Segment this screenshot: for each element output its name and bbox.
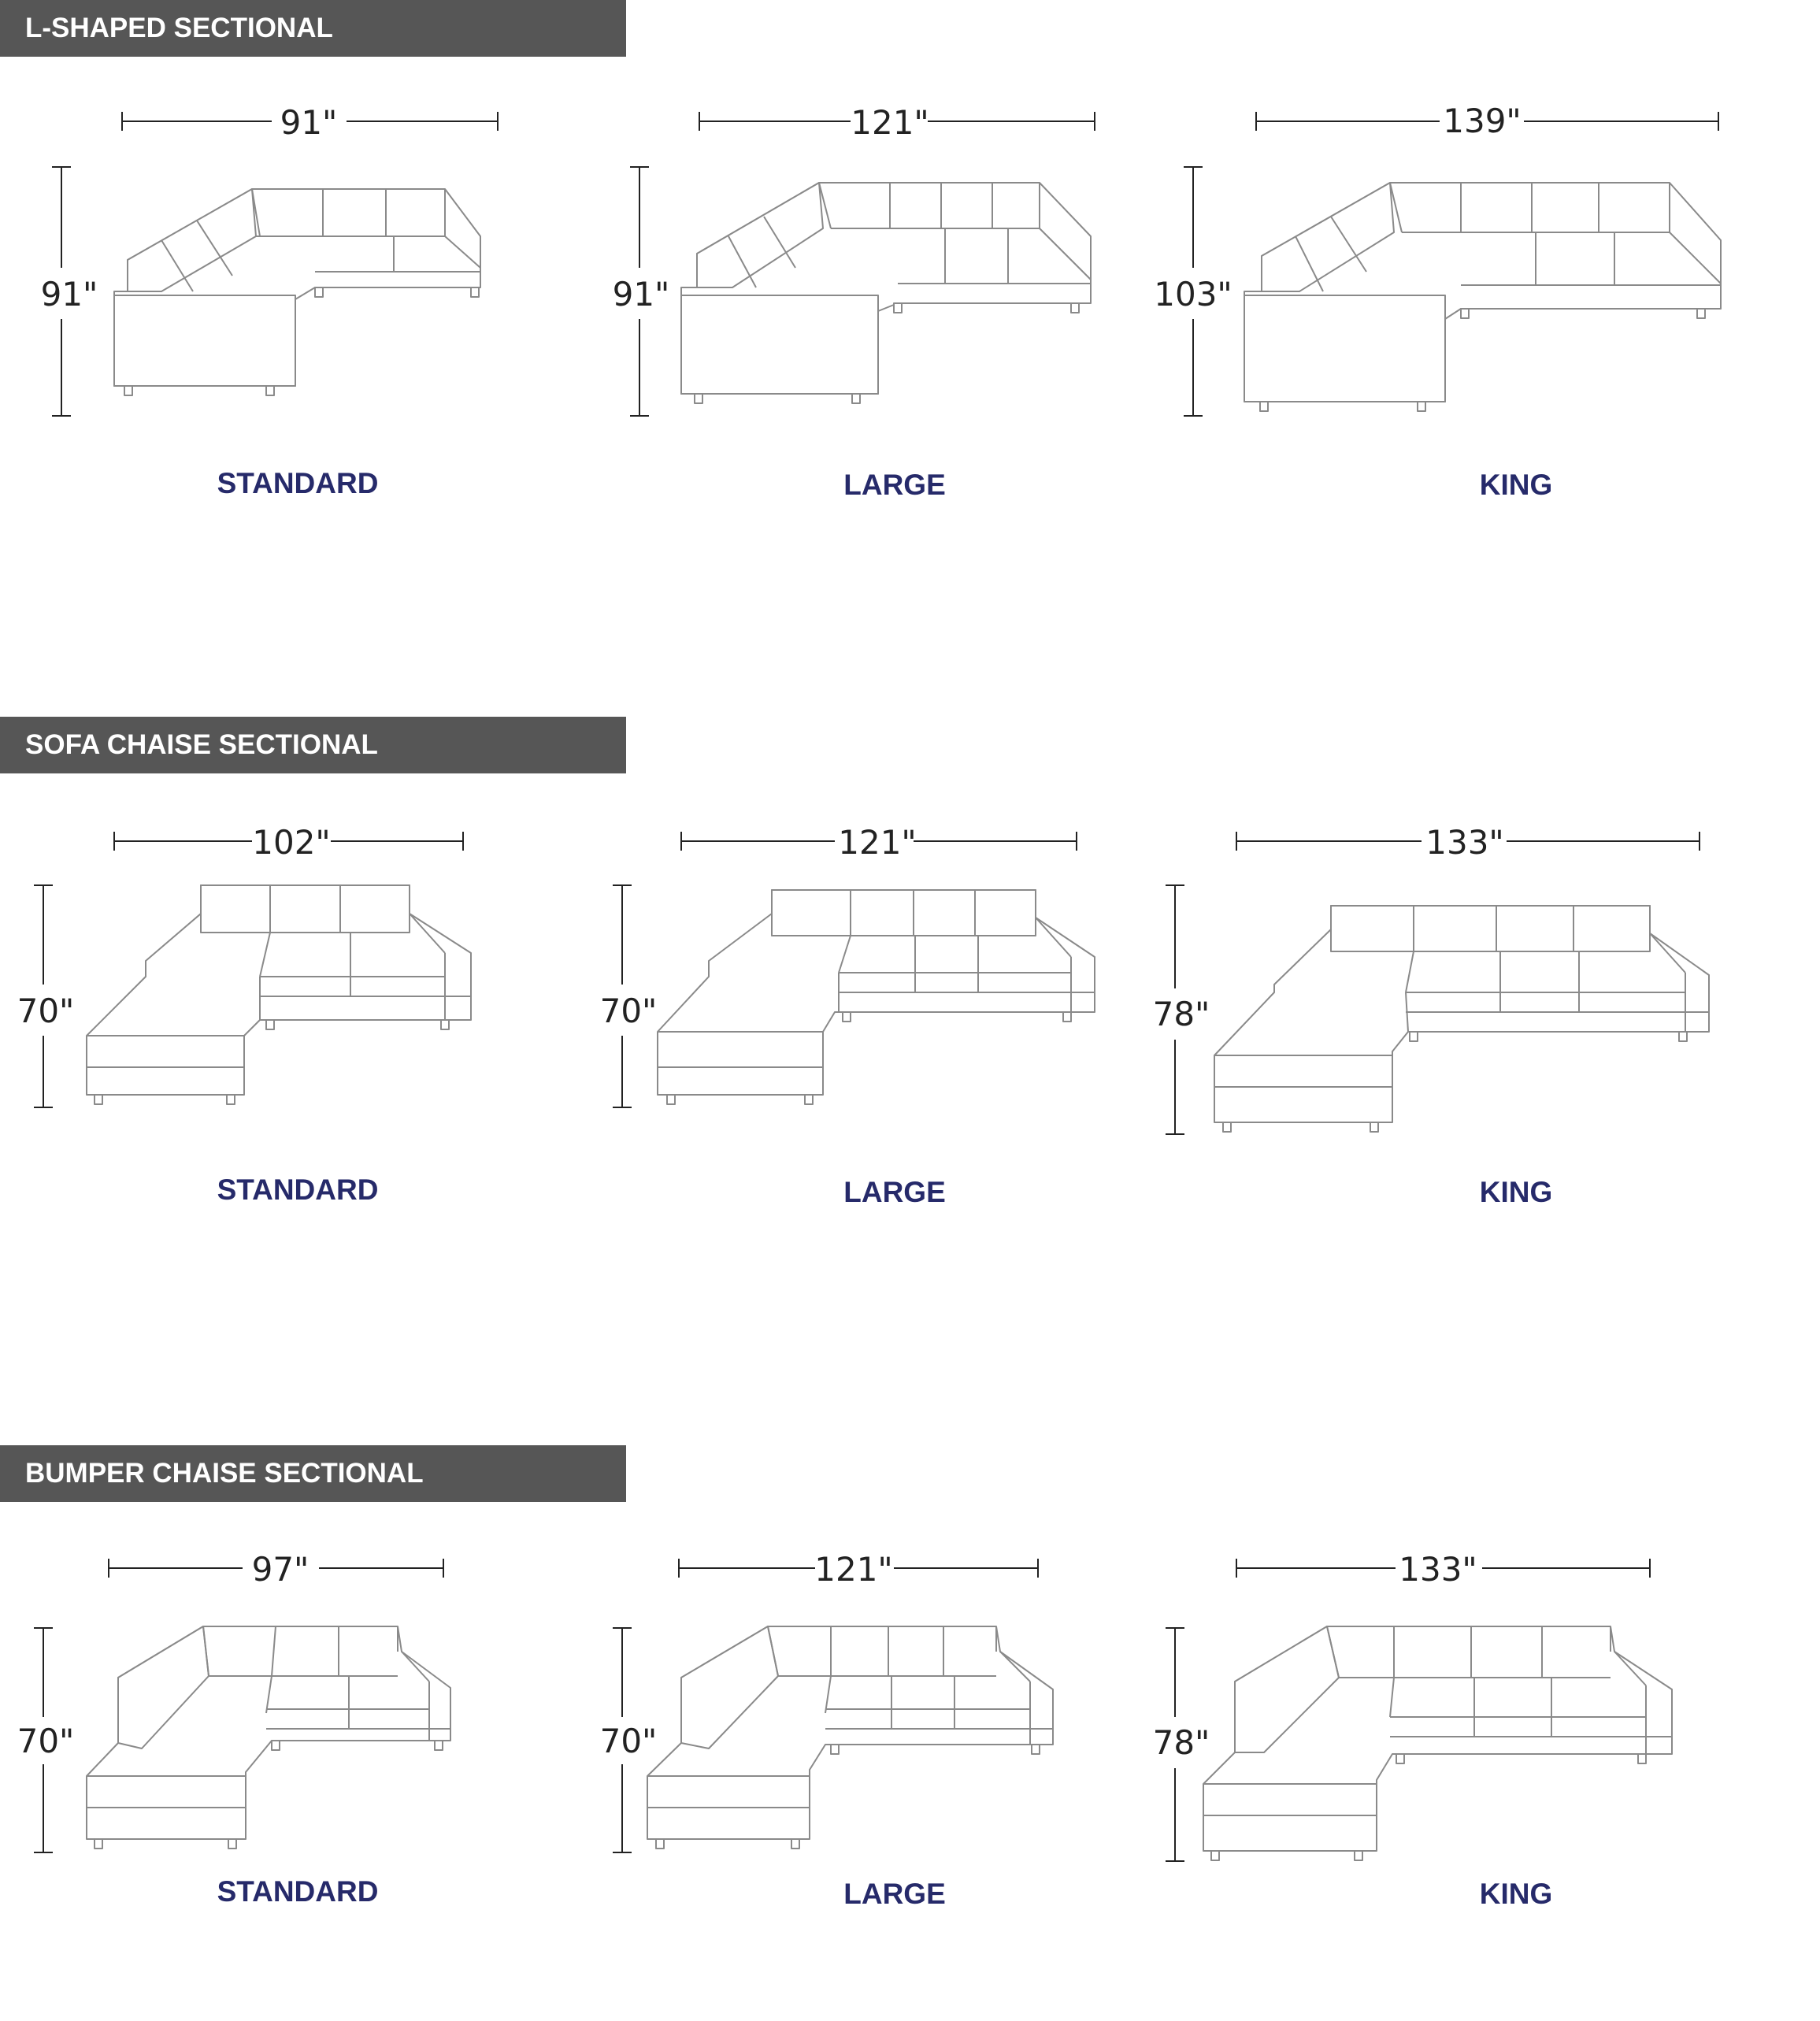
width-label: 91" <box>280 103 338 142</box>
depth-dimension <box>1153 1628 1210 1861</box>
size-label: LARGE <box>843 469 946 501</box>
width-dimension <box>699 103 1095 142</box>
sofa-drawing <box>658 890 1095 1104</box>
variant-king <box>1142 717 1756 1268</box>
size-label: KING <box>1479 469 1553 501</box>
width-dimension <box>1236 823 1700 862</box>
variant-king <box>1142 1445 1756 1997</box>
section-title: BUMPER CHAISE SECTIONAL <box>25 1458 424 1489</box>
width-dimension <box>114 823 463 862</box>
width-dimension <box>109 1550 443 1589</box>
width-label: 133" <box>1425 823 1504 862</box>
depth-dimension <box>1154 167 1232 416</box>
sofa-diagram <box>1142 1445 1756 1997</box>
sofa-drawing <box>114 189 480 395</box>
width-label: 121" <box>851 103 929 142</box>
sofa-diagram <box>575 0 1142 551</box>
width-label: 121" <box>814 1550 893 1589</box>
depth-dimension <box>41 167 98 416</box>
section-title: SOFA CHAISE SECTIONAL <box>25 729 378 760</box>
sofa-diagram <box>0 1445 567 1997</box>
size-label: STANDARD <box>217 1875 379 1908</box>
size-label: LARGE <box>843 1878 946 1910</box>
width-dimension <box>1236 1550 1650 1589</box>
variant-standard <box>0 717 567 1268</box>
sofa-drawing <box>647 1626 1053 1849</box>
sofa-diagram <box>1142 0 1756 551</box>
width-label: 139" <box>1443 102 1522 140</box>
width-label: 97" <box>251 1550 310 1589</box>
size-label: LARGE <box>843 1176 946 1208</box>
sofa-diagram <box>0 0 567 551</box>
width-dimension <box>679 1550 1038 1589</box>
variant-large <box>575 717 1142 1268</box>
size-label: KING <box>1479 1176 1553 1208</box>
depth-label: 70" <box>17 992 75 1030</box>
size-label: STANDARD <box>217 467 379 499</box>
sofa-drawing <box>681 183 1091 403</box>
size-label: KING <box>1479 1878 1553 1910</box>
sofa-drawing <box>1214 906 1709 1132</box>
depth-label: 78" <box>1152 1723 1210 1762</box>
width-label: 102" <box>252 823 331 862</box>
depth-label: 91" <box>40 275 98 313</box>
variant-king <box>1142 0 1756 551</box>
section-title: L-SHAPED SECTIONAL <box>25 13 333 43</box>
variant-standard <box>0 1445 567 1997</box>
sofa-diagram <box>575 717 1142 1268</box>
depth-label: 70" <box>599 1722 658 1760</box>
width-dimension <box>122 103 498 142</box>
depth-dimension <box>1153 885 1210 1134</box>
sofa-drawing <box>87 1626 450 1849</box>
depth-dimension <box>613 167 670 416</box>
depth-dimension <box>17 885 75 1107</box>
sofa-diagram <box>1142 717 1756 1268</box>
sofa-diagram <box>0 717 567 1268</box>
depth-dimension <box>17 1628 75 1852</box>
depth-label: 78" <box>1152 995 1210 1033</box>
depth-label: 70" <box>599 992 658 1030</box>
width-dimension <box>1256 102 1718 140</box>
variant-standard <box>0 0 567 551</box>
width-label: 121" <box>838 823 917 862</box>
sofa-drawing <box>1244 183 1721 411</box>
depth-dimension <box>600 885 658 1107</box>
size-label: STANDARD <box>217 1174 379 1206</box>
depth-label: 70" <box>17 1722 75 1760</box>
width-label: 133" <box>1399 1550 1477 1589</box>
variant-large <box>575 0 1142 551</box>
width-dimension <box>681 823 1077 862</box>
sofa-drawing <box>1203 1626 1672 1860</box>
sofa-drawing <box>87 885 471 1104</box>
depth-label: 103" <box>1154 275 1232 313</box>
depth-label: 91" <box>612 275 670 313</box>
sofa-diagram <box>575 1445 1142 1997</box>
variant-large <box>575 1445 1142 1997</box>
